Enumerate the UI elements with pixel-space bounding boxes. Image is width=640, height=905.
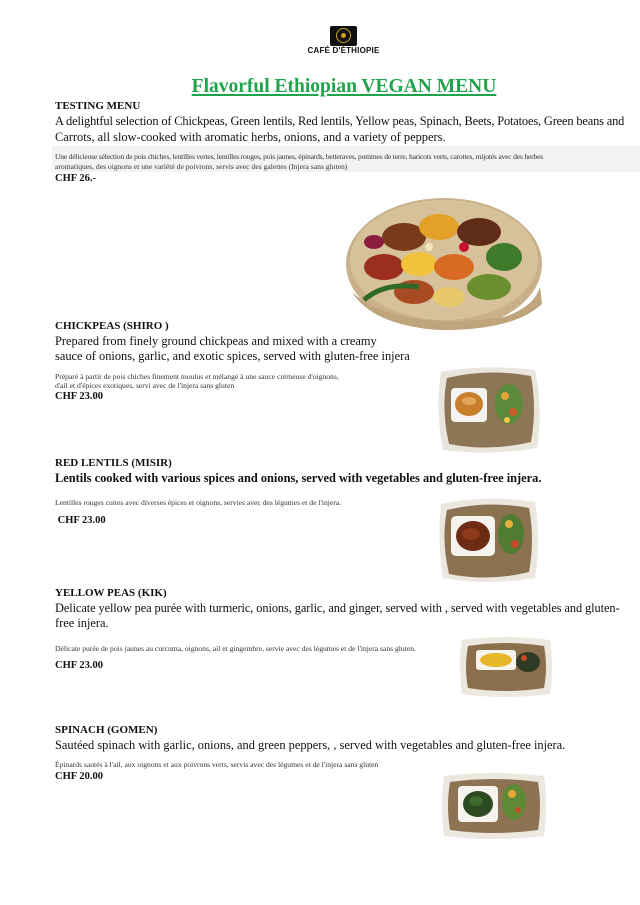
item-desc-en: Sautéed spinach with garlic, onions, and green peppers, , served with vegetables and gluten-free injera. (55, 738, 566, 752)
item-desc-fr: Préparé à partir de pois chiches finement moulus et mélangé à une sauce crémeuse d'oignons, (55, 372, 339, 381)
item-price: CHF 23.00 (55, 660, 104, 671)
item-name-red-lentils: RED LENTILS (MISIR) (55, 457, 172, 469)
logo-emblem-center (341, 33, 346, 38)
item-desc-fr: aromatiques, des oignons et une variété de poivrons, servis avec des galettes (Injera sans gluten) (55, 162, 348, 171)
item-desc-fr: Lentilles rouges cuites avec diverses épices et oignons, servies avec des légumes et de l'injera. (55, 498, 342, 507)
item-desc-en: free injera. (55, 616, 109, 630)
item-desc-fr: d'ail et d'épices exotiques, servi avec de l'injera sans gluten (55, 381, 235, 390)
item-desc-fr: Une délicieuse sélection de pois chiches, lentilles vertes, lentilles rouges, pois jaunes, épinards, betteraves, pommes de terre, haricots verts, carottes, mijotés avec des herbes (55, 152, 543, 161)
item-name-testing-menu: TESTING MENU (55, 100, 141, 112)
menu-title: Flavorful Ethiopian VEGAN MENU (191, 76, 497, 97)
spinach-dish-image (440, 770, 548, 842)
item-desc-en: Lentils cooked with various spices and onions, served with vegetables and gluten-free injera. (55, 471, 542, 485)
item-desc-en: Delicate yellow pea purée with turmeric, onions, garlic, and ginger, served with , served with vegetables and gluten- (55, 601, 620, 615)
testing-menu-platter-image (344, 192, 544, 332)
item-price: CHF 23.00 (55, 515, 106, 526)
item-name-yellow-peas: YELLOW PEAS (KIK) (55, 587, 167, 599)
red-lentils-dish-image (437, 494, 541, 584)
item-desc-en: sauce of onions, garlic, and exotic spices, served with gluten-free injera (55, 349, 410, 363)
item-name-spinach: SPINACH (GOMEN) (55, 724, 158, 736)
item-desc-en: Prepared from finely ground chickpeas and mixed with a creamy (55, 334, 377, 348)
yellow-peas-dish-image (458, 634, 554, 700)
brand-name: CAFÉ D'ÉTHIOPIE (307, 46, 380, 55)
item-desc-fr: Délicate purée de pois jaunes au curcuma, oignons, ail et gingembre, servie avec des légumes et de l'injera sans gluten. (55, 644, 416, 653)
chickpeas-dish-image (435, 364, 543, 454)
item-price: CHF 26.- (55, 173, 97, 184)
item-desc-en: A delightful selection of Chickpeas, Green lentils, Red lentils, Yellow peas, Spinach, Beets, Potatoes, Green beans and (55, 114, 625, 128)
item-desc-en: Carrots, all slow-cooked with aromatic herbs, onions, and a variety of peppers. (55, 130, 446, 144)
item-price: CHF 23.00 (55, 391, 104, 402)
item-desc-fr: Épinards sautés à l'ail, aux oignons et aux poivrons verts, servis avec des légumes et de l'injera sans gluten (55, 760, 379, 769)
item-name-chickpeas: CHICKPEAS (SHIRO ) (55, 320, 169, 332)
item-price: CHF 20.00 (55, 771, 104, 782)
